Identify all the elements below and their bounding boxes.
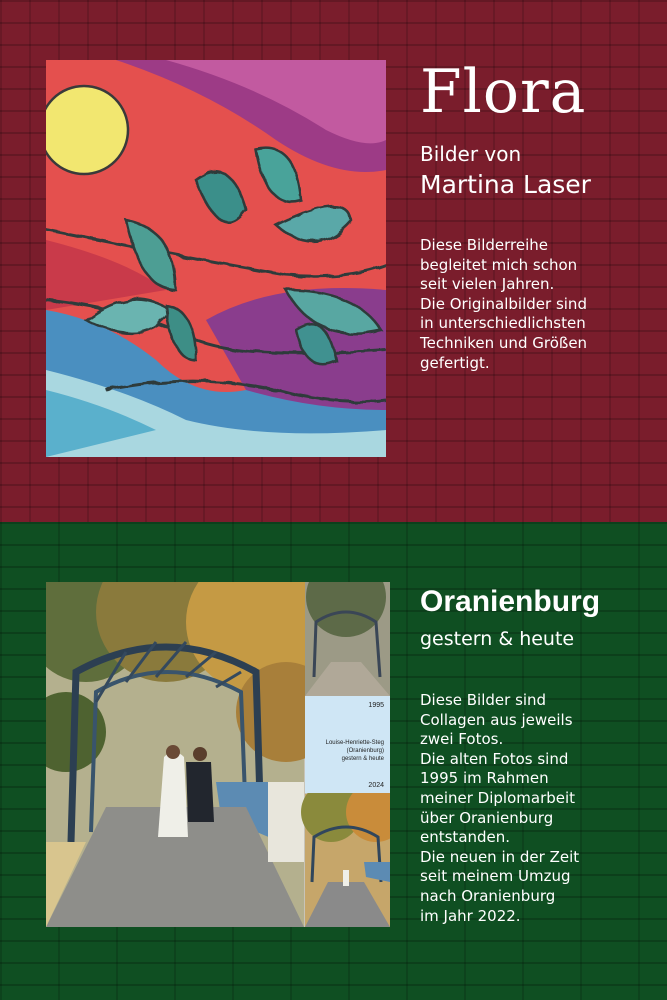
photo-label-year-old: 1995 [368, 702, 384, 709]
oranienburg-description-line: zwei Fotos. [420, 730, 504, 749]
flora-description-line: seit vielen Jahren. [420, 275, 555, 294]
oranienburg-description-line: über Oranienburg [420, 808, 554, 827]
oranienburg-subtitle: gestern & heute [420, 628, 575, 650]
oranienburg-description-line: Die neuen in der Zeit [420, 847, 580, 866]
flora-description [420, 236, 630, 373]
flora-subtitle: Bilder von [420, 142, 522, 166]
flora-description-line: Die Originalbilder sind [420, 294, 587, 313]
flora-title: Flora [420, 57, 587, 127]
photo-label-caption-line2: (Oranienburg) [346, 748, 384, 754]
photo-label-panel [305, 696, 390, 793]
photo-label-caption-line1: Louise-Henriette-Steg [325, 740, 384, 746]
oranienburg-description-line: Collagen aus jeweils [420, 710, 573, 729]
oranienburg-description-line: seit meinem Umzug [420, 867, 571, 886]
bridge-photo-collage [46, 582, 390, 927]
flora-description-line: in unterschiedlichsten [420, 314, 586, 333]
flora-painting [46, 60, 386, 457]
oranienburg-description [420, 691, 630, 926]
oranienburg-description-line: meiner Diplomarbeit [420, 788, 576, 807]
flora-description-line: gefertigt. [420, 353, 490, 372]
oranienburg-description-line: nach Oranienburg [420, 886, 556, 905]
flora-description-line: begleitet mich schon [420, 255, 578, 274]
flora-description-line: Techniken und Größen [420, 333, 588, 352]
oranienburg-description-line: Diese Bilder sind [420, 691, 547, 709]
oranienburg-description-line: im Jahr 2022. [420, 906, 521, 925]
photo-label-caption-line3: gestern & heute [341, 756, 384, 762]
photo-label-year-new: 2024 [368, 782, 384, 789]
oranienburg-description-line: entstanden. [420, 828, 511, 847]
artist-name: Martina Laser [420, 170, 591, 199]
flora-description-line: Diese Bilderreihe [420, 236, 549, 254]
oranienburg-description-line: 1995 im Rahmen [420, 769, 549, 788]
oranienburg-title: Oranienburg [420, 585, 601, 618]
oranienburg-description-line: Die alten Fotos sind [420, 749, 569, 768]
